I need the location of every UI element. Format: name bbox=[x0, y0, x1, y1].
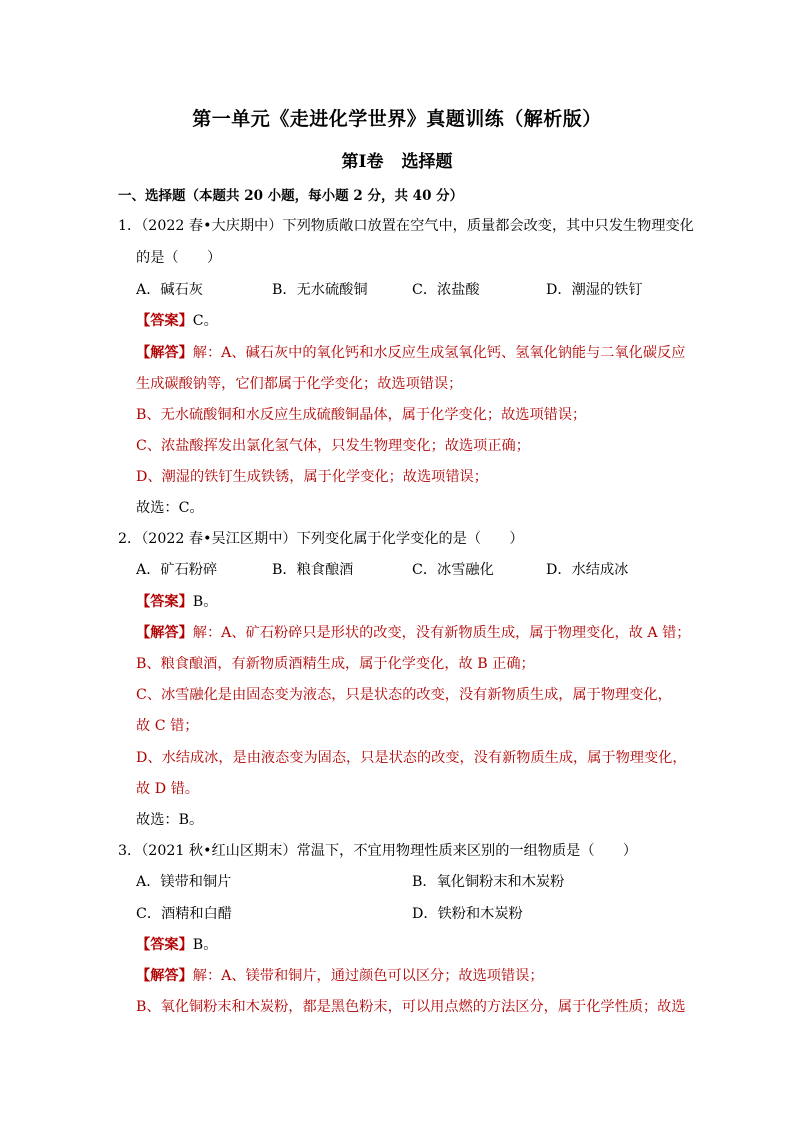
q1-analysis-line2: 生成碳酸钠等，它们都属于化学变化；故选项错误； bbox=[136, 376, 463, 392]
q3-answer bbox=[136, 935, 217, 955]
q2-analysis-line2: B、粮食酿酒，有新物质酒精生成，属于化学变化，故 B 正确； bbox=[136, 656, 535, 672]
q2-stem-line1: 2．（2022 春•吴江区期中）下列变化属于化学变化的是（ ） bbox=[118, 531, 524, 547]
q3-analysis-line1 bbox=[136, 966, 544, 986]
answer-label: 【答案】 bbox=[136, 313, 193, 329]
volume-label: 第Ⅰ卷 bbox=[341, 152, 384, 172]
q2-answer bbox=[136, 592, 217, 612]
q1-analysis-line4: C、浓盐酸挥发出氯化氢气体，只发生物理变化；故选项正确； bbox=[136, 438, 530, 454]
q1-conclusion: 故选：C。 bbox=[136, 500, 204, 516]
q3-stem-line1: 3．（2021 秋•红山区期末）常温下，不宜用物理性质来区别的一组物质是（ ） bbox=[118, 843, 638, 859]
q1-option-a: A．碱石灰 bbox=[136, 282, 203, 298]
analysis-text: 解：A、镁带和铜片，通过颜色可以区分；故选项错误； bbox=[192, 968, 544, 984]
q2-option-b: B．粮食酿酒 bbox=[272, 562, 354, 578]
page-title: 第一单元《走进化学世界》真题训练（解析版） bbox=[192, 108, 602, 130]
q1-analysis-line3: B、无水硫酸铜和水反应生成硫酸铜晶体，属于化学变化；故选项错误； bbox=[136, 407, 587, 423]
q1-option-c: C．浓盐酸 bbox=[412, 282, 480, 298]
analysis-label: 【解答】 bbox=[136, 968, 193, 984]
q2-option-a: A．矿石粉碎 bbox=[136, 562, 218, 578]
answer-value: C。 bbox=[192, 313, 218, 329]
analysis-text: 解：A、矿石粉碎只是形状的改变，没有新物质生成，属于物理变化，故 A 错； bbox=[192, 625, 691, 641]
q1-option-d: D．潮湿的铁钉 bbox=[546, 282, 643, 298]
q2-option-c: C．冰雪融化 bbox=[412, 562, 494, 578]
q1-analysis-line1 bbox=[136, 343, 685, 363]
q2-analysis-line1 bbox=[136, 623, 690, 643]
analysis-text: 解：A、碱石灰中的氧化钙和水反应生成氢氧化钙、氢氧化钠能与二氧化碳反应 bbox=[192, 345, 686, 361]
q1-answer bbox=[136, 311, 218, 331]
q1-stem-line1: 1．（2022 春•大庆期中）下列物质敞口放置在空气中，质量都会改变，其中只发生物理变化 bbox=[118, 218, 694, 234]
q3-option-c: C．酒精和白醋 bbox=[136, 906, 232, 922]
q3-option-d: D．铁粉和木炭粉 bbox=[412, 906, 523, 922]
analysis-label: 【解答】 bbox=[136, 625, 193, 641]
answer-value: B。 bbox=[192, 594, 218, 610]
q3-option-b: B．氧化铜粉末和木炭粉 bbox=[412, 874, 565, 890]
answer-label: 【答案】 bbox=[136, 594, 193, 610]
analysis-label: 【解答】 bbox=[136, 345, 193, 361]
q1-analysis-line5: D、潮湿的铁钉生成铁锈，属于化学变化；故选项错误； bbox=[136, 469, 488, 485]
volume-name: 选择题 bbox=[401, 152, 453, 172]
q3-analysis-line2: B、氧化铜粉末和木炭粉，都是黑色粉末，可以用点燃的方法区分，属于化学性质；故选 bbox=[136, 999, 686, 1015]
q1-stem-line2: 的是（ ） bbox=[136, 250, 222, 266]
answer-value: B。 bbox=[192, 937, 218, 953]
q2-conclusion: 故选：B。 bbox=[136, 812, 204, 828]
q3-option-a: A．镁带和铜片 bbox=[136, 874, 232, 890]
q2-analysis-line5: D、水结成冰，是由液态变为固态，只是状态的改变，没有新物质生成，属于物理变化， bbox=[136, 750, 687, 766]
section-heading: 一、选择题（本题共 20 小题，每小题 2 分，共 40 分） bbox=[118, 188, 464, 204]
answer-label: 【答案】 bbox=[136, 937, 193, 953]
volume-heading bbox=[0, 147, 794, 172]
q2-option-d: D．水结成冰 bbox=[546, 562, 629, 578]
q1-option-b: B．无水硫酸铜 bbox=[272, 282, 368, 298]
q2-analysis-line3: C、冰雪融化是由固态变为液态，只是状态的改变，没有新物质生成，属于物理变化， bbox=[136, 687, 672, 703]
q2-analysis-line6: 故 D 错。 bbox=[136, 781, 199, 797]
q2-analysis-line4: 故 C 错； bbox=[136, 718, 199, 734]
